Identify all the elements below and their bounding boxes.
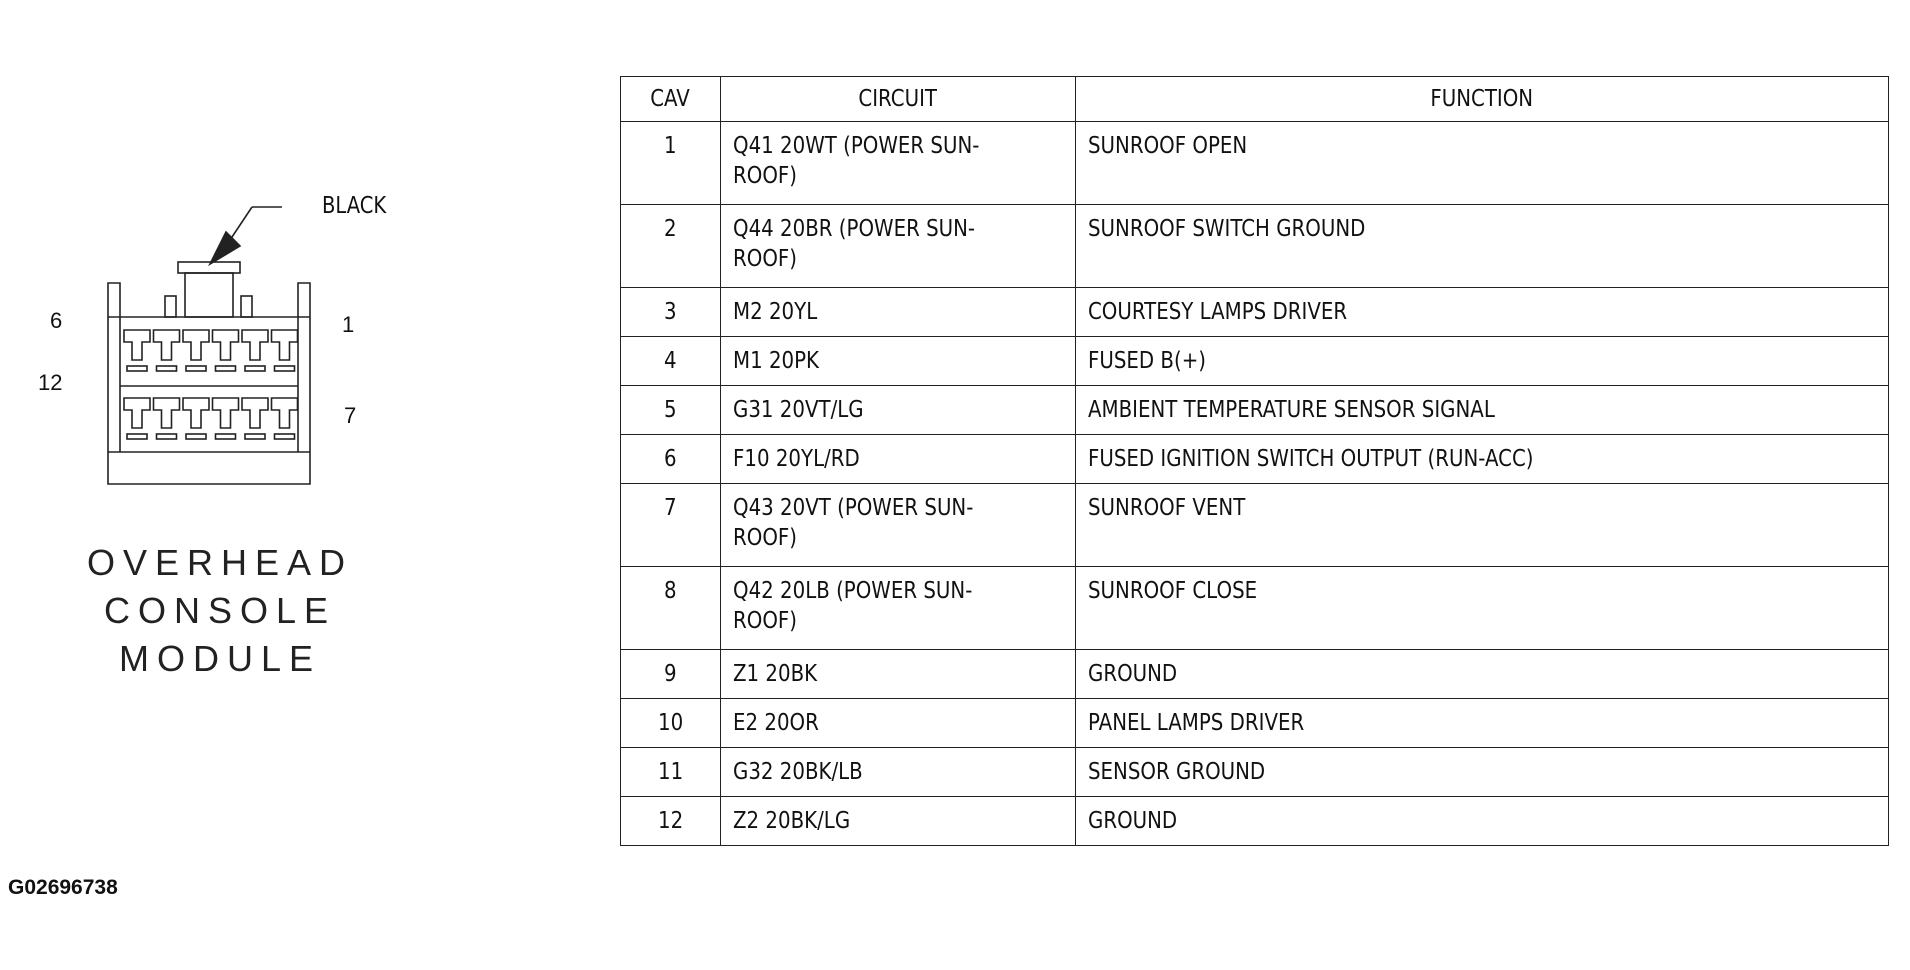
terminal-slot [216,434,236,439]
table-row [621,650,1889,699]
function-cell: SENSOR GROUND [1076,748,1889,797]
terminal-slot [275,366,295,371]
module-name-line-2: CONSOLE [103,590,337,631]
terminal-cavity [154,330,180,360]
circuit-cell: Z1 20BK [721,650,1076,699]
function-cell: AMBIENT TEMPERATURE SENSOR SIGNAL [1076,386,1889,435]
terminal-slot [245,434,265,439]
header-function: FUNCTION [1076,77,1889,122]
header-circuit: CIRCUIT [721,77,1076,122]
connector-color-label: BLACK [322,193,387,219]
terminal-cavity [242,398,268,428]
terminal-cavity [154,398,180,428]
circuit-cell: Q41 20WT (POWER SUN- ROOF) [721,122,1076,205]
table-row [621,337,1889,386]
cav-cell: 6 [621,435,721,484]
header-cav: CAV [621,77,721,122]
table-row [621,748,1889,797]
function-cell: GROUND [1076,797,1889,846]
function-cell: FUSED B(+) [1076,337,1889,386]
terminal-slot [186,434,206,439]
pin-label-top-right: 1 [342,312,355,337]
cav-cell: 3 [621,288,721,337]
connector-diagram [0,0,620,970]
terminal-slot [157,366,177,371]
terminal-cavity [213,330,239,360]
cav-cell: 4 [621,337,721,386]
module-name-line-1: OVERHEAD [86,542,354,583]
pin-label-bottom-right: 7 [344,403,357,428]
circuit-cell: M1 20PK [721,337,1076,386]
connector-body [108,283,310,484]
terminal-cavity [272,330,298,360]
cav-cell: 7 [621,484,721,567]
circuit-cell: E2 20OR [721,699,1076,748]
terminal-cavity [213,398,239,428]
pinout-table [620,76,1889,846]
terminal-slot [127,434,147,439]
module-name-line-3: MODULE [118,638,322,679]
terminal-cavity [124,398,150,428]
terminal-cavity [242,330,268,360]
function-cell: PANEL LAMPS DRIVER [1076,699,1889,748]
terminal-cavity [183,398,209,428]
terminal-slot [245,366,265,371]
function-cell: SUNROOF VENT [1076,484,1889,567]
terminal-cavity [183,330,209,360]
terminal-cavity [272,398,298,428]
function-cell: SUNROOF OPEN [1076,122,1889,205]
black-arrow-head [210,232,240,264]
circuit-cell: Q43 20VT (POWER SUN- ROOF) [721,484,1076,567]
connector-drawing [0,0,620,560]
function-cell: FUSED IGNITION SWITCH OUTPUT (RUN-ACC) [1076,435,1889,484]
cav-cell: 12 [621,797,721,846]
function-cell: SUNROOF CLOSE [1076,567,1889,650]
table-row [621,699,1889,748]
terminal-slot [186,366,206,371]
figure-id: G02696738 [8,876,118,899]
table-header-row [621,77,1889,122]
cav-cell: 2 [621,205,721,288]
terminal-cavity [124,330,150,360]
terminal-slot [157,434,177,439]
pin-label-bottom-left: 12 [38,370,63,395]
terminal-slot [216,366,236,371]
cav-cell: 8 [621,567,721,650]
cav-cell: 1 [621,122,721,205]
circuit-cell: Z2 20BK/LG [721,797,1076,846]
cav-cell: 5 [621,386,721,435]
table-row [621,484,1889,567]
table-row [621,205,1889,288]
cav-cell: 10 [621,699,721,748]
function-cell: GROUND [1076,650,1889,699]
table-body [621,122,1889,846]
circuit-cell: G32 20BK/LB [721,748,1076,797]
circuit-cell: F10 20YL/RD [721,435,1076,484]
circuit-cell: Q44 20BR (POWER SUN- ROOF) [721,205,1076,288]
table-row [621,122,1889,205]
connector-latch [178,262,240,273]
table-row [621,435,1889,484]
pin-label-top-left: 6 [50,308,63,333]
table-row [621,567,1889,650]
table-row [621,386,1889,435]
terminal-slot [127,366,147,371]
function-cell: COURTESY LAMPS DRIVER [1076,288,1889,337]
terminal-cavities [124,330,298,439]
cav-cell: 9 [621,650,721,699]
circuit-cell: G31 20VT/LG [721,386,1076,435]
cav-cell: 11 [621,748,721,797]
table-row [621,797,1889,846]
function-cell: SUNROOF SWITCH GROUND [1076,205,1889,288]
circuit-cell: Q42 20LB (POWER SUN- ROOF) [721,567,1076,650]
circuit-cell: M2 20YL [721,288,1076,337]
table-row [621,288,1889,337]
terminal-slot [275,434,295,439]
